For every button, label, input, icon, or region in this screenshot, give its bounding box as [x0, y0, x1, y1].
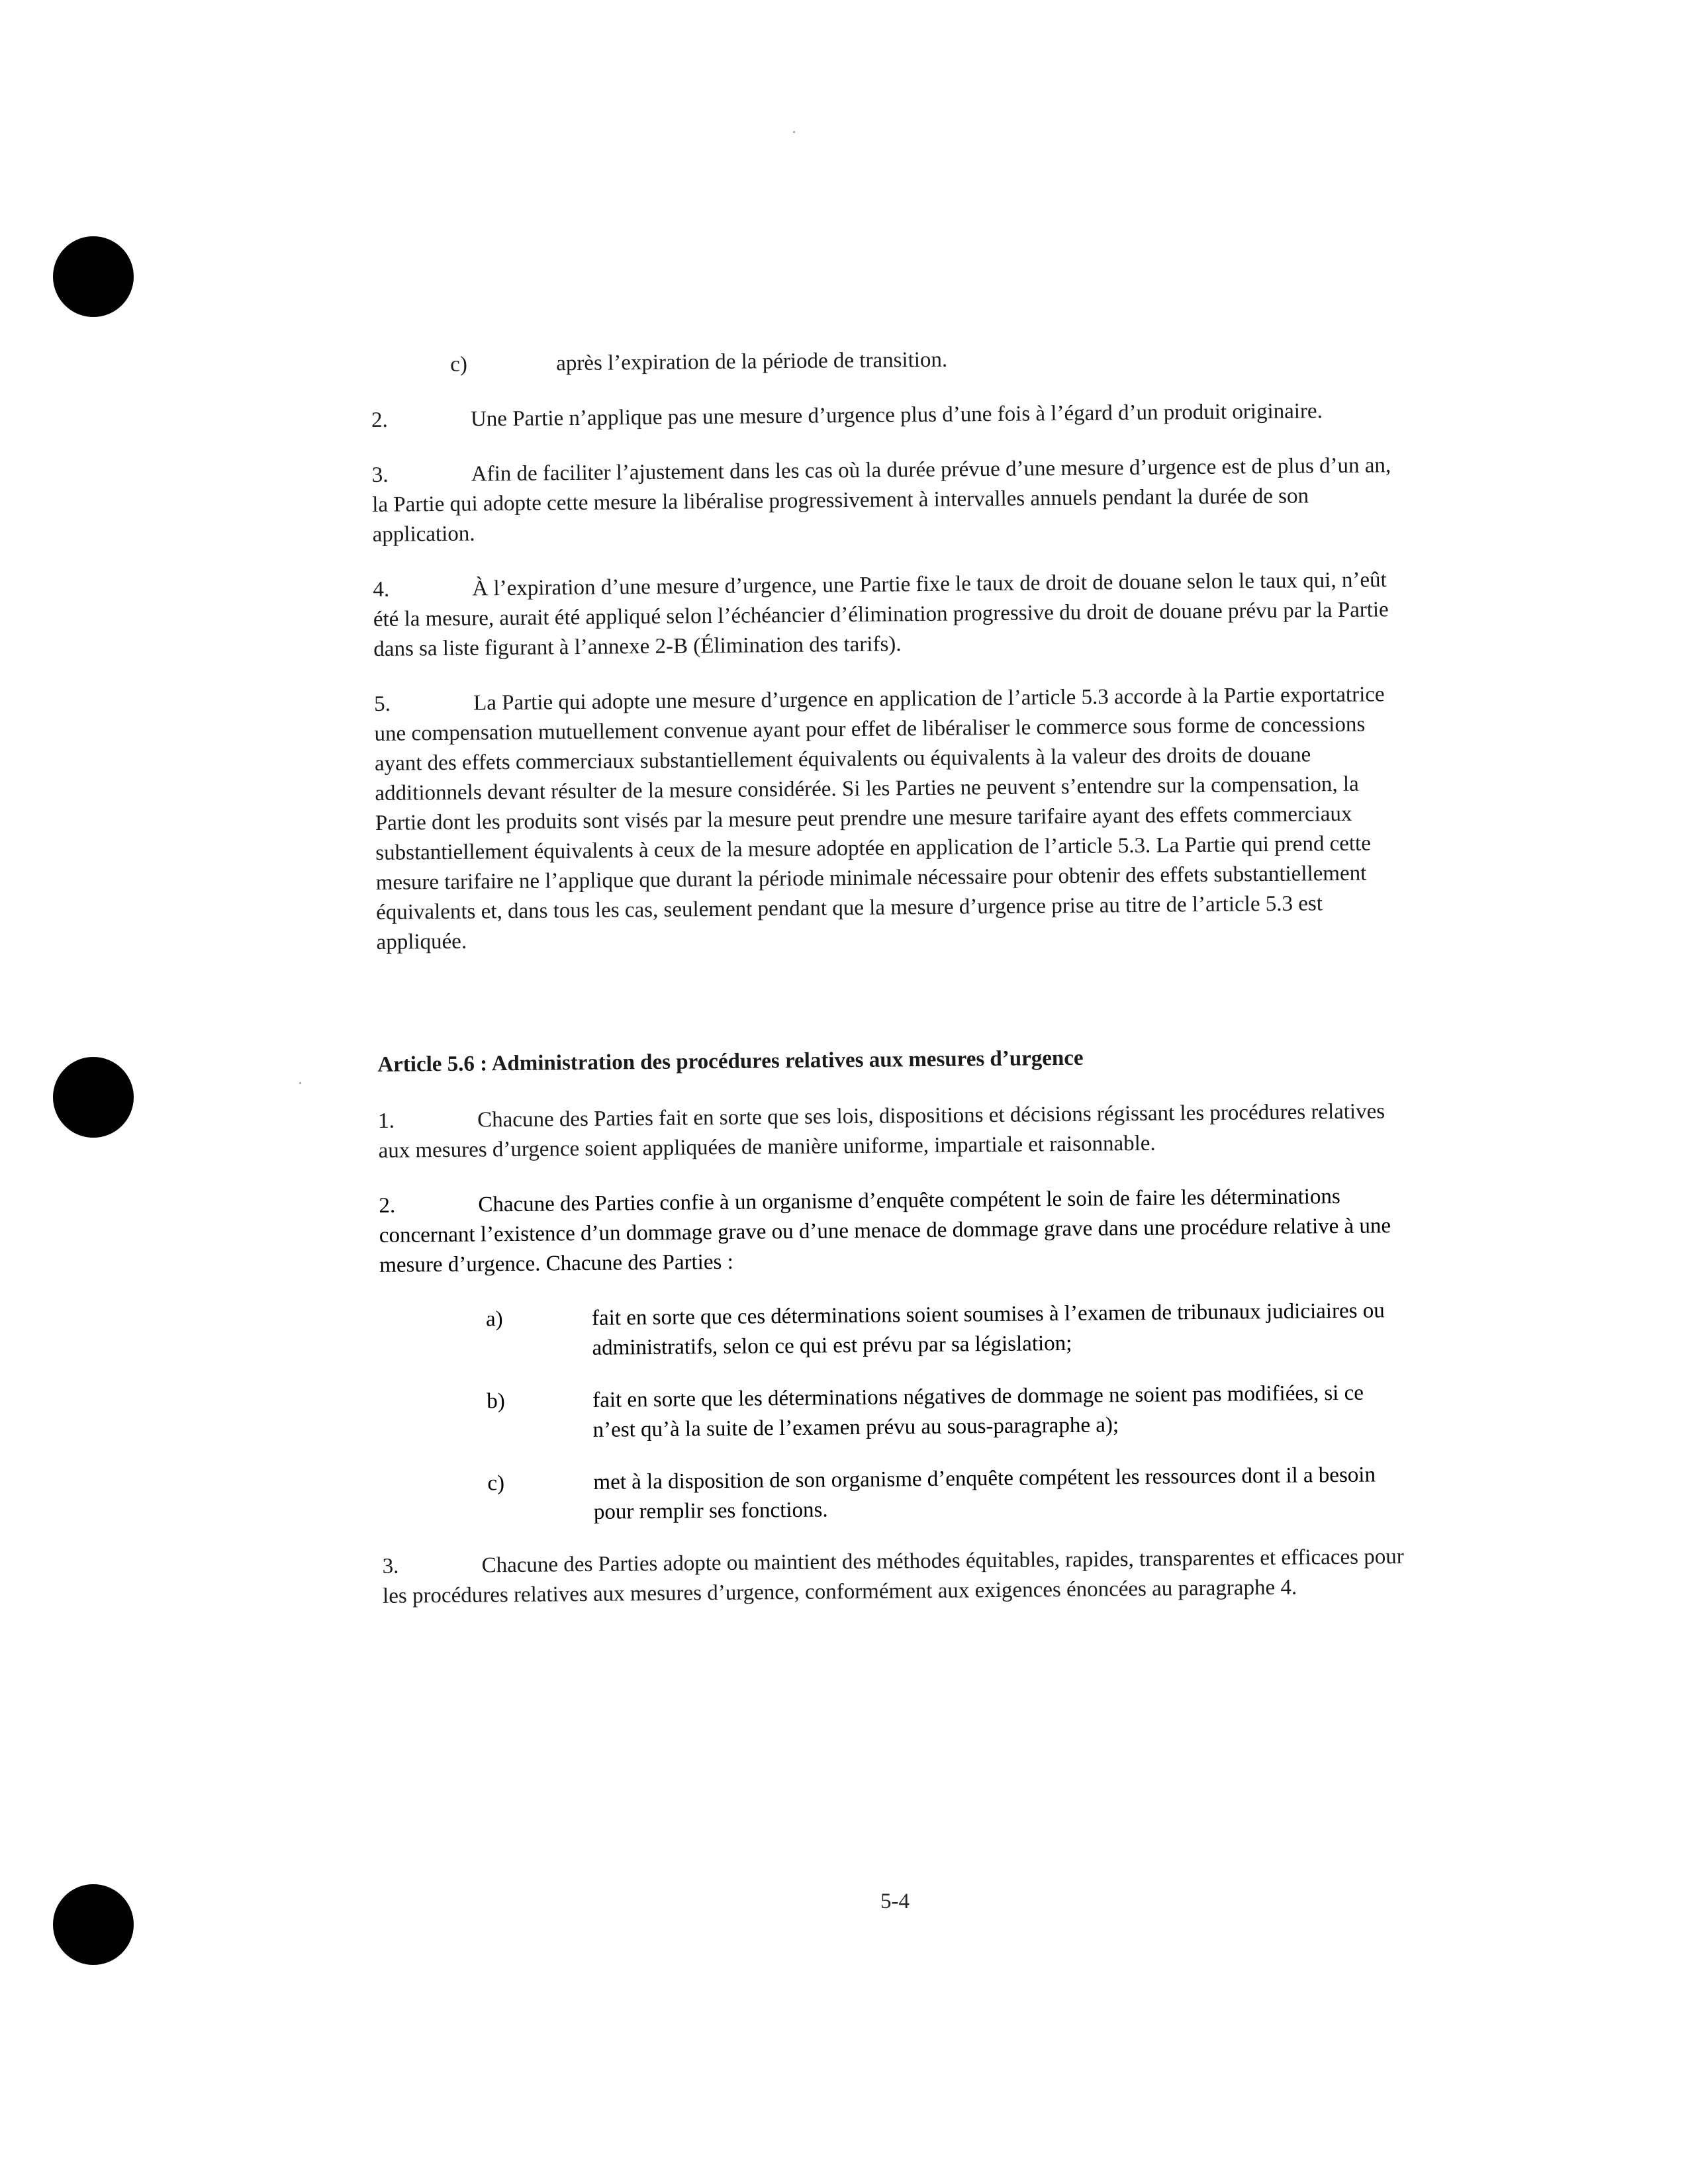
paragraph-number: 3. [371, 463, 389, 487]
paragraph-4 [373, 565, 1399, 664]
paragraph-text: À l’expiration d’une mesure d’urgence, une Partie fixe le taux de droit de douane selon le taux qui, n’eût été la mesure, aurait été appliqué selon l’échéancier d’élimination progressive du droit de douane prévu par la Partie dans sa liste figurant à l’annexe 2-B (Élimination des tarifs). [373, 568, 1389, 661]
paragraph-number: 3. [382, 1554, 399, 1578]
list-item-b [381, 1378, 1407, 1447]
paragraph-text: Chacune des Parties confie à un organisme d’enquête compétent le soin de faire les déterminations concernant l’existence d’un dommage grave ou d’une menace de dommage grave dans une procédure relative à une mesure d’urgence. Chacune des Parties : [379, 1184, 1391, 1277]
article-paragraph-2 [379, 1181, 1405, 1281]
paragraph-number: 4. [373, 577, 390, 602]
paragraph-number: 2. [371, 408, 388, 432]
list-item-label: c) [450, 352, 468, 377]
list-item-label: b) [487, 1389, 505, 1414]
paragraph-number: 1. [378, 1109, 395, 1133]
list-item-text: fait en sorte que les déterminations négatives de dommage ne soient pas modifiées, si ce n’est qu’à la suite de l’examen prévu au sous-paragraphe a); [592, 1381, 1364, 1442]
paragraph-text: Chacune des Parties fait en sorte que ses lois, dispositions et décisions régissant les procédures relatives aux mesures d’urgence soient appliquées de manière uniforme, impartiale et raisonnable. [378, 1099, 1385, 1163]
document-body [371, 341, 1409, 1637]
paragraph-number: 5. [373, 692, 391, 716]
paragraph-text: Une Partie n’applique pas une mesure d’urgence plus d’une fois à l’égard d’un produit originaire. [470, 399, 1323, 432]
list-item-text: après l’expiration de la période de transition. [556, 347, 948, 376]
scan-speck [299, 1082, 301, 1084]
page-number: 5-4 [880, 1889, 910, 1913]
list-item-text: fait en sorte que ces déterminations soient soumises à l’examen de tribunaux judiciaires ou administratifs, selon ce qui est prévu par sa législation; [591, 1298, 1385, 1360]
article-paragraph-3 [382, 1542, 1409, 1612]
article-heading: Article 5.6 : Administration des procédures relatives aux mesures d’urgence [377, 1046, 1084, 1077]
paragraph-5 [374, 680, 1403, 958]
list-item-label: c) [487, 1471, 505, 1496]
paragraph-text: Chacune des Parties adopte ou maintient des méthodes équitables, rapides, transparentes et efficaces pour les procédures relatives aux mesures d’urgence, conformément aux exigences énoncées au paragraphe 4. [382, 1545, 1404, 1608]
binder-hole [53, 236, 134, 317]
list-item-label: a) [485, 1307, 503, 1332]
article-paragraph-1 [378, 1097, 1405, 1166]
list-item [371, 341, 1397, 381]
binder-hole [53, 1057, 134, 1138]
paragraph-2 [371, 396, 1397, 435]
paragraph-text: Afin de faciliter l’ajustement dans les cas où la durée prévue d’une mesure d’urgence est de plus d’un an, la Partie qui adopte cette mesure la libéralise progressivement à intervalles annuels pendant la durée de son application. [372, 453, 1391, 547]
binder-hole [53, 1884, 134, 1965]
list-item-a [380, 1296, 1407, 1365]
paragraph-text: La Partie qui adopte une mesure d’urgence en application de l’article 5.3 accorde à la Partie exportatrice une compensation mutuellement convenue ayant pour effet de libéraliser le commerce sous forme de concessions ayant des effets commerciaux substantiellement équivalents ou équivalents à la valeur des droits de douane additionnels devant résulter de la mesure considérée. Si les Parties ne peuvent s’entendre sur la compensation, la Partie dont les produits sont visés par la mesure peut prendre une mesure tarifaire ayant des effets commerciaux substantiellement équivalents à ceux de la mesure adoptée en application de l’article 5.3. La Partie qui prend cette mesure tarifaire ne l’applique que durant la période minimale nécessaire pour obtenir des effets substantiellement équivalents et, dans tous les cas, seulement pendant que la mesure d’urgence prise au titre de l’article 5.3 est appliquée. [374, 682, 1385, 954]
paragraph-3 [372, 451, 1399, 550]
list-item-text: met à la disposition de son organisme d’enquête compétent les ressources dont il a besoin pour remplir ses fonctions. [593, 1463, 1376, 1524]
list-item-c [381, 1460, 1408, 1529]
paragraph-number: 2. [379, 1193, 396, 1218]
scan-speck [793, 131, 795, 133]
